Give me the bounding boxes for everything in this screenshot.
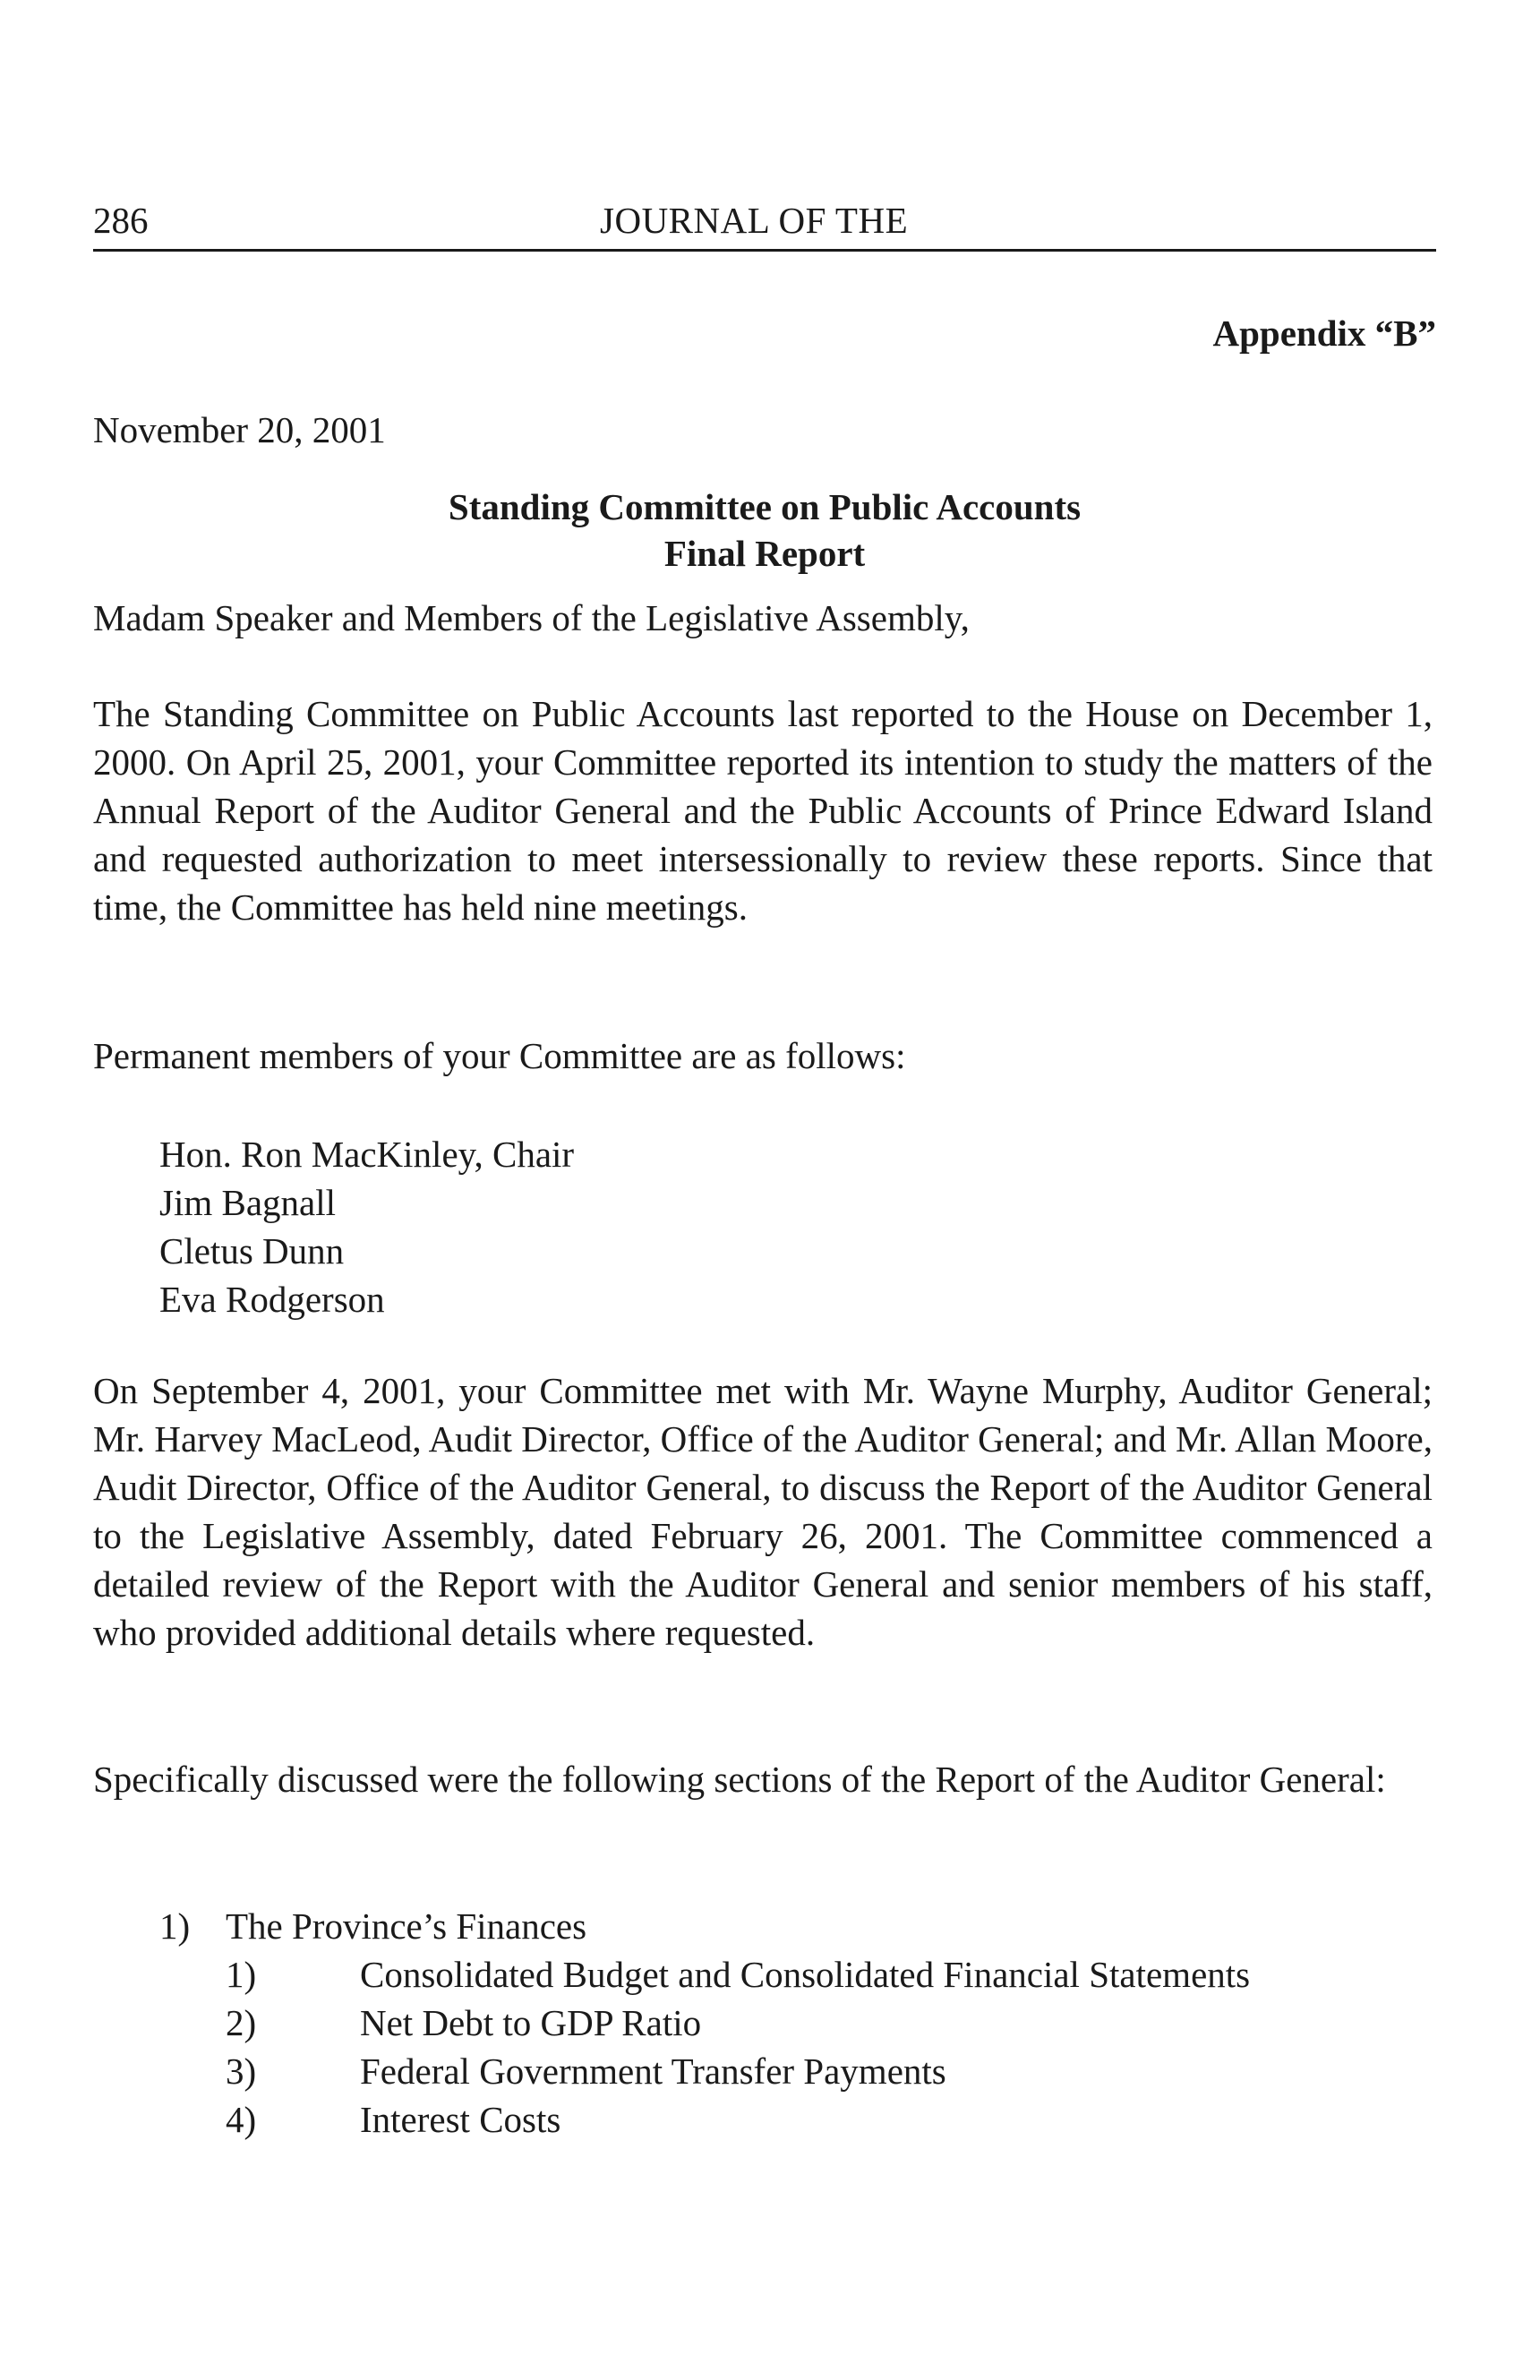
subsection-label: Interest Costs: [360, 2099, 561, 2140]
subsection-number: 4): [226, 2099, 257, 2140]
salutation: Madam Speaker and Members of the Legislative Assembly,: [93, 597, 970, 638]
appendix-label: Appendix “B”: [1212, 312, 1436, 354]
member-item: Jim Bagnall: [159, 1182, 337, 1223]
subsection-label: Consolidated Budget and Consolidated Financial Statements: [360, 1954, 1251, 1995]
section-item: [159, 1902, 1250, 2144]
subsection-item: [226, 2095, 1250, 2144]
report-date: November 20, 2001: [93, 409, 386, 450]
subsection-number: 2): [226, 2002, 257, 2043]
intro-paragraph: The Standing Committee on Public Accounts last reported to the House on December 1, 2000. On April 25, 2001, your Committee reported its intention to study the matters of the Annual Report of the Auditor General and the Public Accounts of Prince Edward Island and requested authorization to meet intersessionally to review these reports. Since that time, the Committee has held nine meetings.: [93, 693, 1433, 928]
title-committee: Standing Committee on Public Accounts: [448, 486, 1082, 527]
subsection-list: [159, 1950, 1250, 2144]
section-number: 1): [159, 1905, 191, 1947]
member-item: Eva Rodgerson: [159, 1279, 385, 1320]
subsection-item: [226, 2047, 1250, 2095]
title-final-report: Final Report: [663, 533, 866, 574]
section-label: The Province’s Finances: [226, 1905, 587, 1947]
report-sections-list: [159, 1902, 1250, 2144]
subsection-item: [226, 1950, 1250, 1999]
member-item: Hon. Ron MacKinley, Chair: [159, 1134, 575, 1175]
page-header: [93, 199, 1436, 252]
members-intro-paragraph: Permanent members of your Committee are as follows:: [93, 1035, 906, 1076]
page-number: 286: [93, 200, 149, 241]
meeting-paragraph: On September 4, 2001, your Committee met with Mr. Wayne Murphy, Auditor General; Mr. Harvey MacLeod, Audit Director, Office of the Auditor General; and Mr. Allan Moore, Audit Director, Office of the Auditor General, to discuss the Report of the Auditor General to the Legislative Assembly, dated February 26, 2001. The Committee commenced a detailed review of the Report with the Auditor General and senior members of his staff, who provided additional details where requested.: [93, 1370, 1433, 1653]
running-title: JOURNAL OF THE: [600, 200, 909, 241]
sections-intro-paragraph: Specifically discussed were the following sections of the Report of the Auditor General:: [93, 1759, 1386, 1800]
committee-members-list: [159, 1130, 574, 1323]
subsection-item: [226, 1999, 1250, 2047]
report-title: [93, 484, 1436, 577]
subsection-number: 3): [226, 2050, 257, 2092]
subsection-number: 1): [226, 1954, 257, 1995]
member-item: Cletus Dunn: [159, 1230, 345, 1271]
subsection-label: Net Debt to GDP Ratio: [360, 2002, 702, 2043]
subsection-label: Federal Government Transfer Payments: [360, 2050, 946, 2092]
